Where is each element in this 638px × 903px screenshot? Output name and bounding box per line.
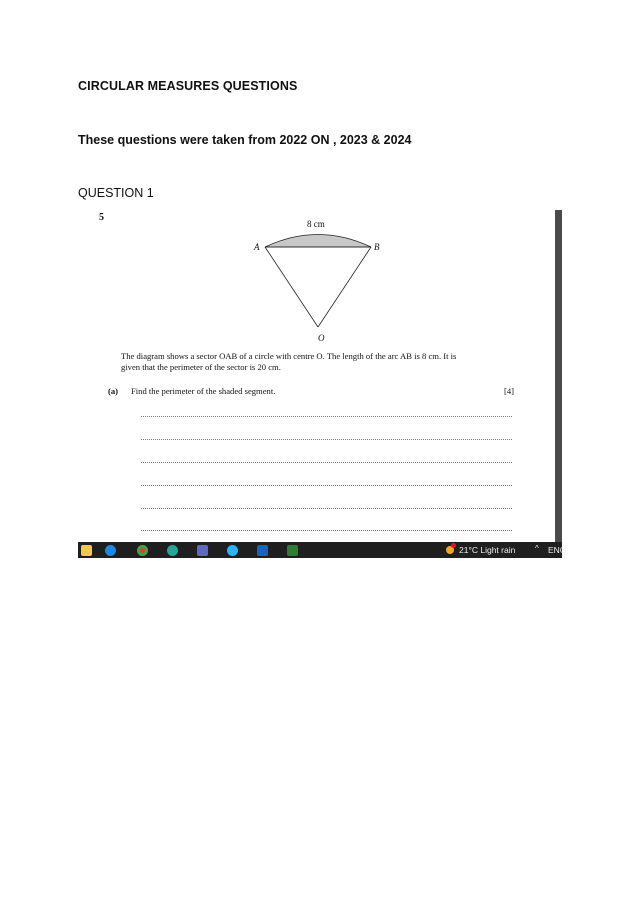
- document-title: CIRCULAR MEASURES QUESTIONS: [78, 79, 298, 93]
- point-a-label: A: [254, 242, 260, 252]
- answer-line: [141, 485, 512, 486]
- embedded-exam-screenshot: [78, 208, 567, 558]
- edge-icon[interactable]: [105, 545, 116, 556]
- sector-diagram: [238, 216, 398, 344]
- answer-line: [141, 439, 512, 440]
- exam-question-number: 5: [99, 212, 104, 223]
- part-a-letter: (a): [108, 386, 119, 396]
- excel-icon[interactable]: [287, 545, 298, 556]
- scrollbar-strip: [555, 210, 562, 543]
- answer-line: [141, 508, 512, 509]
- answer-line: [141, 462, 512, 463]
- browser-icon[interactable]: [167, 545, 178, 556]
- teams-icon[interactable]: [197, 545, 208, 556]
- document-subtitle: These questions were taken from 2022 ON , 2023 & 2024: [78, 133, 412, 147]
- notification-badge: [451, 543, 456, 548]
- language-indicator[interactable]: ENG: [548, 545, 567, 555]
- answer-line: [141, 416, 512, 417]
- windows-taskbar: [78, 542, 567, 558]
- question-text-line-2: given that the perimeter of the sector is 20 cm.: [121, 362, 281, 372]
- radius-ob: [318, 247, 371, 327]
- question-text: [121, 351, 516, 373]
- part-a: [108, 386, 514, 396]
- answer-line: [141, 530, 512, 531]
- weather-text[interactable]: 21°C Light rain: [459, 545, 516, 555]
- file-explorer-icon[interactable]: [81, 545, 92, 556]
- tray-chevron-icon[interactable]: ^: [535, 544, 539, 553]
- point-b-label: B: [374, 242, 380, 252]
- question-heading: QUESTION 1: [78, 186, 154, 200]
- shaded-segment: [265, 235, 371, 248]
- radius-oa: [265, 247, 318, 327]
- question-text-line-1: The diagram shows a sector OAB of a circle with centre O. The length of the arc AB is 8 cm. It is: [121, 351, 457, 361]
- part-a-marks: [4]: [503, 386, 514, 396]
- point-o-label: O: [318, 333, 325, 343]
- skype-icon[interactable]: [227, 545, 238, 556]
- word-icon[interactable]: [257, 545, 268, 556]
- arc-length-label: 8 cm: [307, 219, 325, 229]
- part-a-text: Find the perimeter of the shaded segment.: [131, 386, 276, 396]
- chrome-icon[interactable]: [137, 545, 148, 556]
